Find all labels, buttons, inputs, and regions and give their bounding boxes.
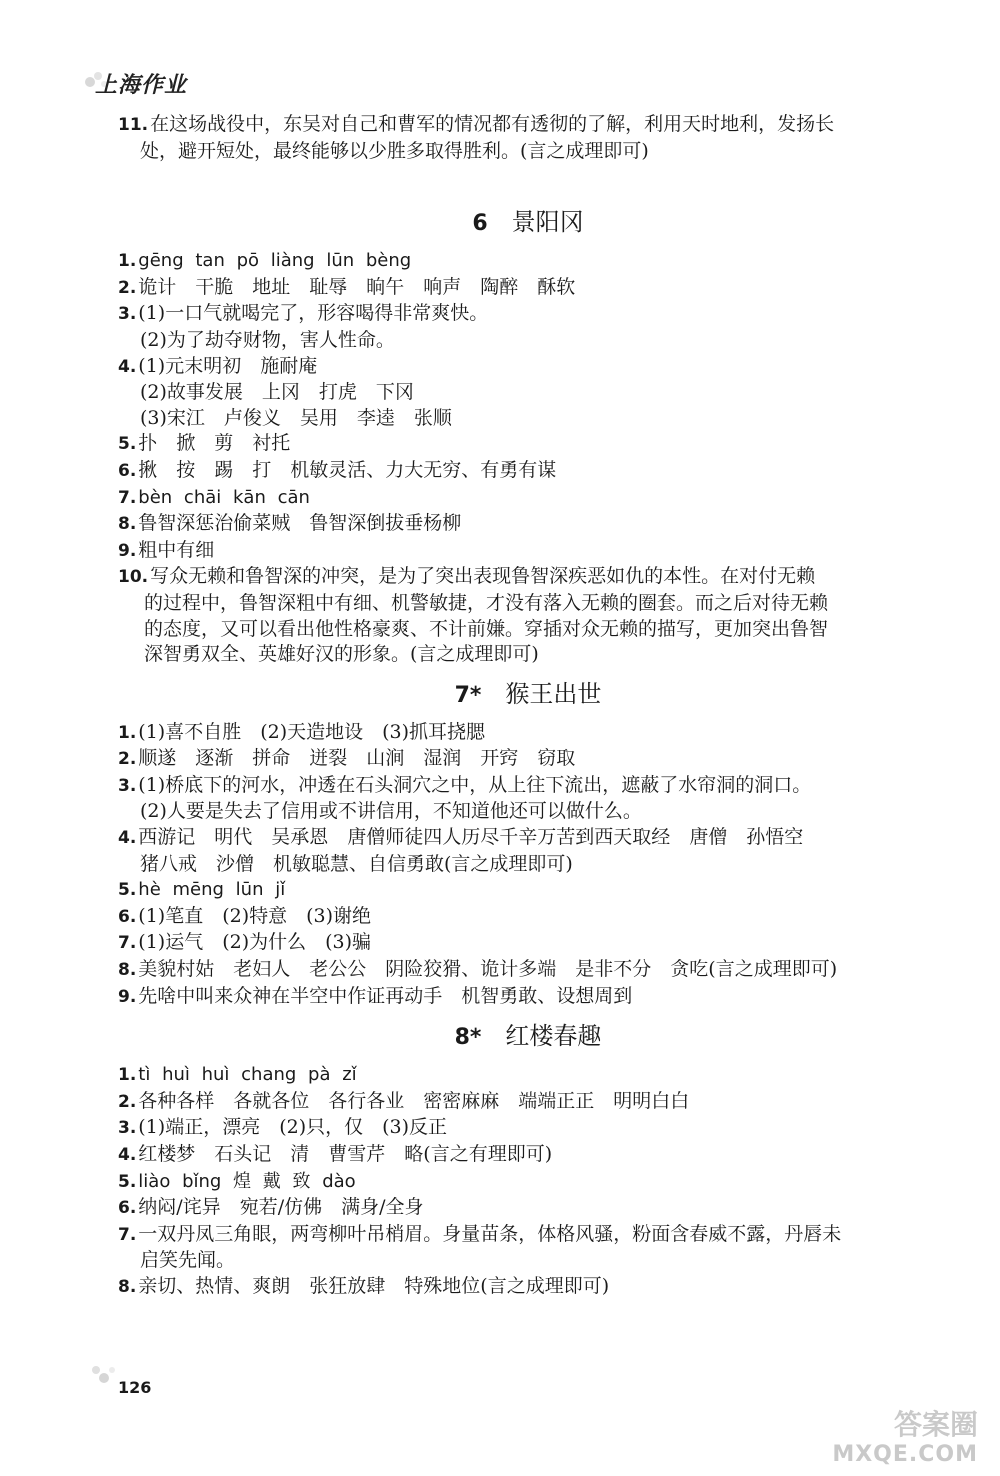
answer-line [118,930,938,957]
answer-line [118,275,938,302]
answer-line [118,1222,938,1249]
answer-text: 猪八戒 沙僧 机敏聪慧、自信勇敢(言之成理即可) [140,852,573,875]
watermark [832,1410,978,1470]
section-title-text: 景阳冈 [511,208,584,237]
sections-container [118,196,938,1300]
answer-line [118,617,938,643]
answer-text: hè mēng lūn jǐ [138,879,286,901]
section-number: 6 [472,211,488,237]
answer-line [118,1248,938,1274]
answer-line [118,1142,938,1169]
answer-line [118,957,938,984]
answer-line [118,799,938,825]
answer-text: 纳闷/诧异 宛若/仿佛 满身/全身 [138,1196,424,1219]
answer-line [118,1274,938,1301]
answer-text: (2)故事发展 上冈 打虎 下冈 [140,381,414,404]
section-title [118,1010,938,1062]
answer-text: 鲁智深惩治偷菜贼 鲁智深倒拔垂杨柳 [138,512,462,535]
answer-text: liào bǐng 煌 戴 致 dào [138,1170,356,1192]
answer-text: (1)一口气就喝完了，形容喝得非常爽快。 [138,302,489,325]
answer-text: 在这场战役中，东吴对自己和曹军的情况都有透彻的了解，利用天时地利，发扬长 [150,113,835,135]
question-number: 6. [118,1198,137,1219]
question-number: 11. [118,115,149,135]
answer-text: (1)元末明初 施耐庵 [138,354,318,377]
answer-line [118,720,938,747]
answer-text: gēng tan pō liàng lūn bèng [138,250,412,272]
answer-text: (2)为了劫夺财物，害人性命。 [140,328,395,351]
answer-line [118,904,938,931]
answer-text: 红楼梦 石头记 清 曹雪芹 略(言之有理即可) [138,1143,553,1165]
answer-text: (1)端正，漂亮 (2)只，仅 (3)反正 [138,1116,448,1139]
answer-text: (1)喜不自胜 (2)天造地设 (3)抓耳挠腮 [138,720,486,743]
question-number: 8. [118,960,137,981]
answer-text: (3)宋江 卢俊义 吴用 李逵 张顺 [140,406,452,429]
answer-line [118,354,938,381]
answer-line [118,564,938,591]
answer-line [118,248,938,275]
answer-text: (2)人要是失去了信用或不讲信用，不知道他还可以做什么。 [140,800,642,823]
answer-line [118,746,938,773]
watermark-domain: MXQE.COM [832,1442,978,1467]
answer-text: (1)笔直 (2)特意 (3)谢绝 [138,904,372,927]
answer-text: 启笑先闻。 [140,1249,236,1272]
question-number: 7. [118,933,137,954]
section-title-text: 猴王出世 [505,679,602,708]
answer-line [118,1195,938,1222]
answer-line [118,825,938,852]
answer-line [118,328,938,354]
answer-text: (1)桥底下的河水，冲透在石头洞穴之中，从上往下流出，遮蔽了水帘洞的洞口。 [138,773,812,796]
answer-line [118,406,938,432]
answer-text: 各种各样 各就各位 各行各业 密密麻麻 端端正正 明明白白 [138,1089,690,1112]
watermark-text: 答案圈 [893,1408,978,1441]
question-number: 5. [118,880,137,901]
question-number: 5. [118,434,137,455]
answer-line [118,431,938,458]
question-number: 4. [118,356,137,377]
answer-text: 粗中有细 [138,538,215,561]
answer-line [118,485,938,512]
answer-line [118,1115,938,1142]
page-number: 126 [118,1378,152,1397]
question-number: 3. [118,1118,137,1139]
answer-text: 揪 按 踢 打 机敏灵活、力大无穷、有勇有谋 [138,458,557,481]
answer-line [118,458,938,485]
answer-text: 先啥中叫来众神在半空中作证再动手 机智勇敢、设想周到 [138,984,633,1007]
question-number: 9. [118,986,137,1007]
answer-text: (1)运气 (2)为什么 (3)骗 [138,931,372,954]
answer-text: tì huì huì chang pà zǐ [138,1064,357,1086]
answer-line [118,380,938,406]
answer-line [118,112,938,139]
question-number: 6. [118,906,137,927]
answer-text: 亲切、热情、爽朗 张狂放肆 特殊地位(言之成理即可) [138,1274,610,1297]
intro-block [118,112,938,196]
section-number: 7* [454,682,482,708]
question-number: 8. [118,1276,137,1297]
answer-line [118,139,938,165]
answer-line [118,538,938,565]
question-number: 5. [118,1171,137,1192]
question-number: 7. [118,1224,137,1245]
question-number: 1. [118,722,137,743]
answer-page [118,112,938,1301]
question-number: 2. [118,749,137,770]
section-number: 8* [454,1025,482,1051]
answer-line [118,642,938,668]
answer-text: 一双丹凤三角眼，两弯柳叶吊梢眉。身量苗条，体格风骚，粉面含春威不露，丹唇未 [138,1222,842,1245]
answer-line [118,1169,938,1196]
question-number: 3. [118,304,137,325]
answer-text: 西游记 明代 吴承恩 唐僧师徒四人历尽千辛万苦到西天取经 唐僧 孙悟空 [138,826,804,849]
question-number: 9. [118,540,137,561]
answer-text: 扑 掀 剪 衬托 [138,432,291,455]
answer-text: 诡计 干脆 地址 耻辱 晌午 响声 陶醉 酥软 [138,275,576,298]
answer-line [118,511,938,538]
answer-line [118,591,938,617]
answer-line [118,984,938,1011]
question-number: 7. [118,487,137,508]
question-number: 4. [118,1145,137,1165]
question-number: 2. [118,1091,137,1112]
answer-line [118,301,938,328]
section-title [118,668,938,720]
answer-text: 顺遂 逐渐 拼命 迸裂 山涧 湿润 开窍 窃取 [138,747,576,770]
question-number: 4. [118,828,137,849]
question-number: 1. [118,251,137,272]
section-title [118,196,938,248]
question-number: 10. [118,567,149,588]
footer-decoration-icon [88,1360,118,1390]
answer-text: 的态度，又可以看出他性格豪爽、不计前嫌。穿插对众无赖的描写，更加突出鲁智 [144,617,829,640]
question-number: 8. [118,514,137,535]
answer-text: bèn chāi kān cān [138,486,310,508]
answer-text: 处，避开短处，最终能够以少胜多取得胜利。(言之成理即可) [140,139,649,162]
question-number: 3. [118,775,137,796]
header-logo: 上海作业 [95,73,188,98]
answer-line [118,852,938,878]
answer-text: 写众无赖和鲁智深的冲突，是为了突出表现鲁智深疾恶如仇的本性。在对付无赖 [150,565,816,588]
answer-line [118,1089,938,1116]
question-number: 2. [118,277,137,298]
section-title-text: 红楼春趣 [505,1022,602,1051]
question-number: 1. [118,1065,137,1086]
answer-line [118,877,938,904]
question-number: 6. [118,460,137,481]
answer-line [118,773,938,800]
answer-text: 美貌村姑 老妇人 老公公 阴险狡猾、诡计多端 是非不分 贪吃(言之成理即可) [138,958,838,981]
answer-text: 深智勇双全、英雄好汉的形象。(言之成理即可) [144,643,539,666]
answer-line [118,1062,938,1089]
answer-text: 的过程中，鲁智深粗中有细、机警敏捷，才没有落入无赖的圈套。而之后对待无赖 [144,591,829,614]
